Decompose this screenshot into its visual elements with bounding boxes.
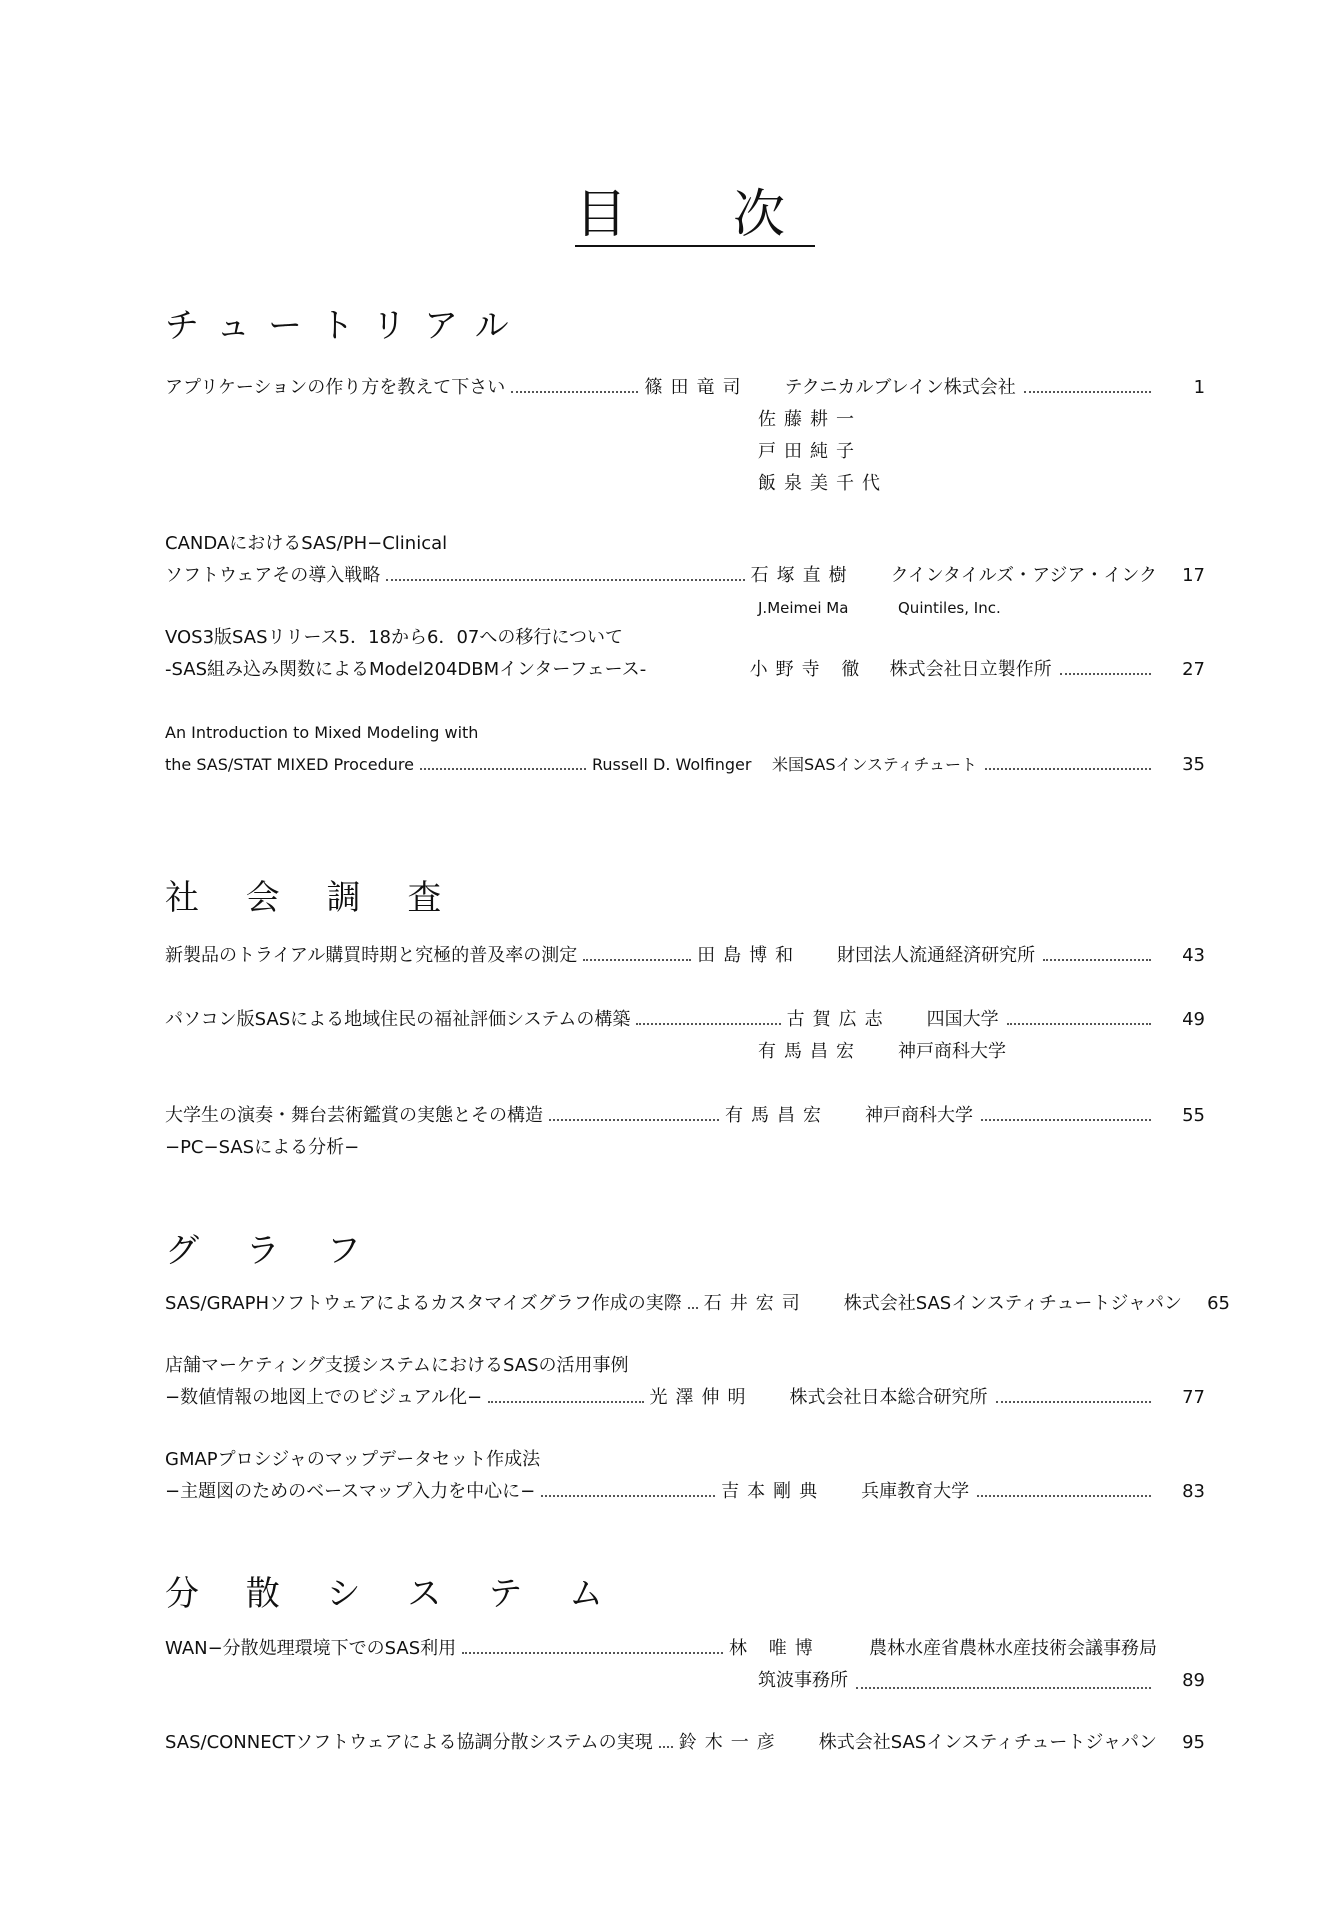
entry-page: 1 [1193, 377, 1206, 398]
entry-title-line1: 店舗マーケティング支援システムにおけるSASの活用事例 [165, 1355, 629, 1376]
entry-author: 佐藤耕一 [758, 409, 862, 430]
entry-title: SAS/GRAPHソフトウェアによるカスタマイズグラフ作成の実際 [165, 1293, 682, 1314]
entry-title-line1: An Introduction to Mixed Modeling with [165, 723, 479, 742]
entry-author: 有馬昌宏 [725, 1105, 829, 1126]
entry-page: 55 [1182, 1105, 1205, 1126]
toc-entry[interactable] [165, 372, 1205, 500]
entry-page: 49 [1182, 1009, 1205, 1030]
entry-author: 鈴木一彦 [678, 1732, 783, 1753]
toc-entry[interactable] [165, 940, 1205, 972]
leader-dots [985, 768, 1151, 770]
entry-title-line2: −主題図のためのベースマップ入力を中心に− [165, 1481, 536, 1502]
entry-title-line2: -SAS組み込み関数によるModel204DBMインターフェース- [165, 659, 647, 680]
entry-page: 95 [1182, 1732, 1205, 1753]
entry-page: 77 [1182, 1387, 1205, 1408]
entry-author: 石井宏司 [703, 1293, 808, 1314]
entry-title: WAN−分散処理環境下でのSAS利用 [165, 1638, 457, 1659]
leader-dots [996, 1401, 1151, 1403]
entry-org: 神戸商科大学 [898, 1041, 1006, 1062]
entry-author: 古賀広志 [786, 1009, 891, 1030]
entry-title-line1: 大学生の演奏・舞台芸術鑑賞の実態とその構造 [165, 1105, 543, 1126]
entry-author: 有馬昌宏 [758, 1041, 862, 1062]
entry-author: 田島博和 [697, 945, 802, 966]
entry-org: テクニカルブレイン株式会社 [784, 377, 1016, 398]
entry-page: 35 [1182, 754, 1205, 775]
entry-title: アプリケーションの作り方を教えて下さい [165, 377, 506, 398]
entry-org: 神戸商科大学 [865, 1105, 973, 1126]
entry-title: SAS/CONNECTソフトウェアによる協調分散システムの実現 [165, 1732, 653, 1753]
toc-entry[interactable] [165, 1004, 1205, 1068]
leader-dots [688, 1307, 698, 1309]
entry-author: 篠田竜司 [644, 377, 749, 398]
section-heading-graph: グ ラ フ [165, 1231, 379, 1271]
entry-org: 米国SASインスティチュート [771, 755, 977, 774]
toc-entry[interactable] [165, 1633, 1205, 1697]
leader-dots [981, 1119, 1151, 1121]
entry-author: 吉本剛典 [721, 1481, 826, 1502]
entry-author: 光澤伸明 [649, 1387, 754, 1408]
toc-entry[interactable] [165, 717, 1205, 781]
entry-title-line2: ソフトウェアその導入戦略 [165, 565, 381, 586]
entry-title-line2: the SAS/STAT MIXED Procedure [165, 755, 414, 774]
entry-org: 株式会社日立製作所 [889, 659, 1052, 680]
toc-entry[interactable] [165, 1100, 1205, 1164]
entry-title-line1: CANDAにおけるSAS/PH−Clinical [165, 533, 448, 554]
entry-title-line2: −PC−SASによる分析− [165, 1137, 360, 1158]
entry-author: 石塚直樹 [750, 565, 855, 586]
leader-dots [1007, 1023, 1151, 1025]
leader-dots [977, 1495, 1151, 1497]
toc-entry[interactable] [165, 1350, 1205, 1414]
leader-dots [488, 1401, 643, 1403]
leader-dots [659, 1746, 673, 1748]
entry-org: クインタイルズ・アジア・インク [890, 565, 1157, 586]
leader-dots [636, 1023, 780, 1025]
toc-entry[interactable] [165, 1288, 1230, 1320]
entry-org: Quintiles, Inc. [898, 599, 1001, 617]
section-heading-social-survey: 社 会 調 査 [165, 878, 460, 918]
entry-title-line2: −数値情報の地図上でのビジュアル化− [165, 1387, 483, 1408]
entry-page: 65 [1207, 1293, 1230, 1314]
leader-dots [541, 1495, 715, 1497]
section-heading-tutorial: チュートリアル [165, 306, 527, 346]
entry-author: 林 唯博 [729, 1638, 821, 1659]
leader-dots [1024, 391, 1151, 393]
entry-page: 83 [1182, 1481, 1205, 1502]
leader-dots [511, 391, 638, 393]
toc-entry[interactable] [165, 1727, 1205, 1759]
entry-page: 43 [1182, 945, 1206, 966]
leader-dots [462, 1652, 723, 1654]
entry-org: 農林水産省農林水産技術会議事務局 [869, 1638, 1157, 1659]
entry-author: 飯泉美千代 [758, 473, 888, 494]
leader-dots [1043, 959, 1151, 961]
title-char-1: 目 [575, 185, 634, 245]
entry-org: 財団法人流通経済研究所 [837, 945, 1036, 966]
page-title [575, 185, 815, 247]
entry-author: Russell D. Wolfinger [591, 755, 752, 774]
entry-org: 兵庫教育大学 [861, 1481, 970, 1502]
section-heading-distributed-systems: 分 散 シ ス テ ム [165, 1574, 622, 1614]
leader-dots [386, 579, 744, 581]
leader-dots [420, 768, 586, 770]
entry-org: 株式会社SASインスティチュートジャパン [818, 1732, 1157, 1753]
entry-page: 27 [1182, 659, 1205, 680]
title-char-2: 次 [733, 185, 792, 245]
entry-author: 小野寺 徹 [749, 659, 868, 680]
entry-org: 筑波事務所 [758, 1670, 848, 1691]
leader-dots [583, 959, 691, 961]
entry-page: 17 [1182, 565, 1205, 586]
entry-org: 株式会社SASインスティチュートジャパン [843, 1293, 1182, 1314]
entry-author: 戸田純子 [758, 441, 862, 462]
entry-author: J.Meimei Ma [758, 599, 849, 617]
toc-entry[interactable] [165, 622, 1205, 686]
leader-dots [1060, 673, 1151, 675]
toc-entry[interactable] [165, 1444, 1205, 1508]
entry-page: 89 [1182, 1670, 1205, 1691]
entry-title-line1: VOS3版SASリリース5．18から6．07への移行について [165, 627, 623, 648]
entry-title: パソコン版SASによる地域住民の福祉評価システムの構築 [165, 1009, 631, 1030]
entry-title-line1: GMAPプロシジャのマップデータセット作成法 [165, 1449, 541, 1470]
leader-dots [549, 1119, 719, 1121]
entry-org: 四国大学 [926, 1009, 999, 1030]
entry-org: 株式会社日本総合研究所 [789, 1387, 988, 1408]
toc-entry[interactable] [165, 528, 1205, 624]
leader-dots [856, 1665, 1151, 1689]
entry-title: 新製品のトライアル購買時期と究極的普及率の測定 [165, 945, 578, 966]
